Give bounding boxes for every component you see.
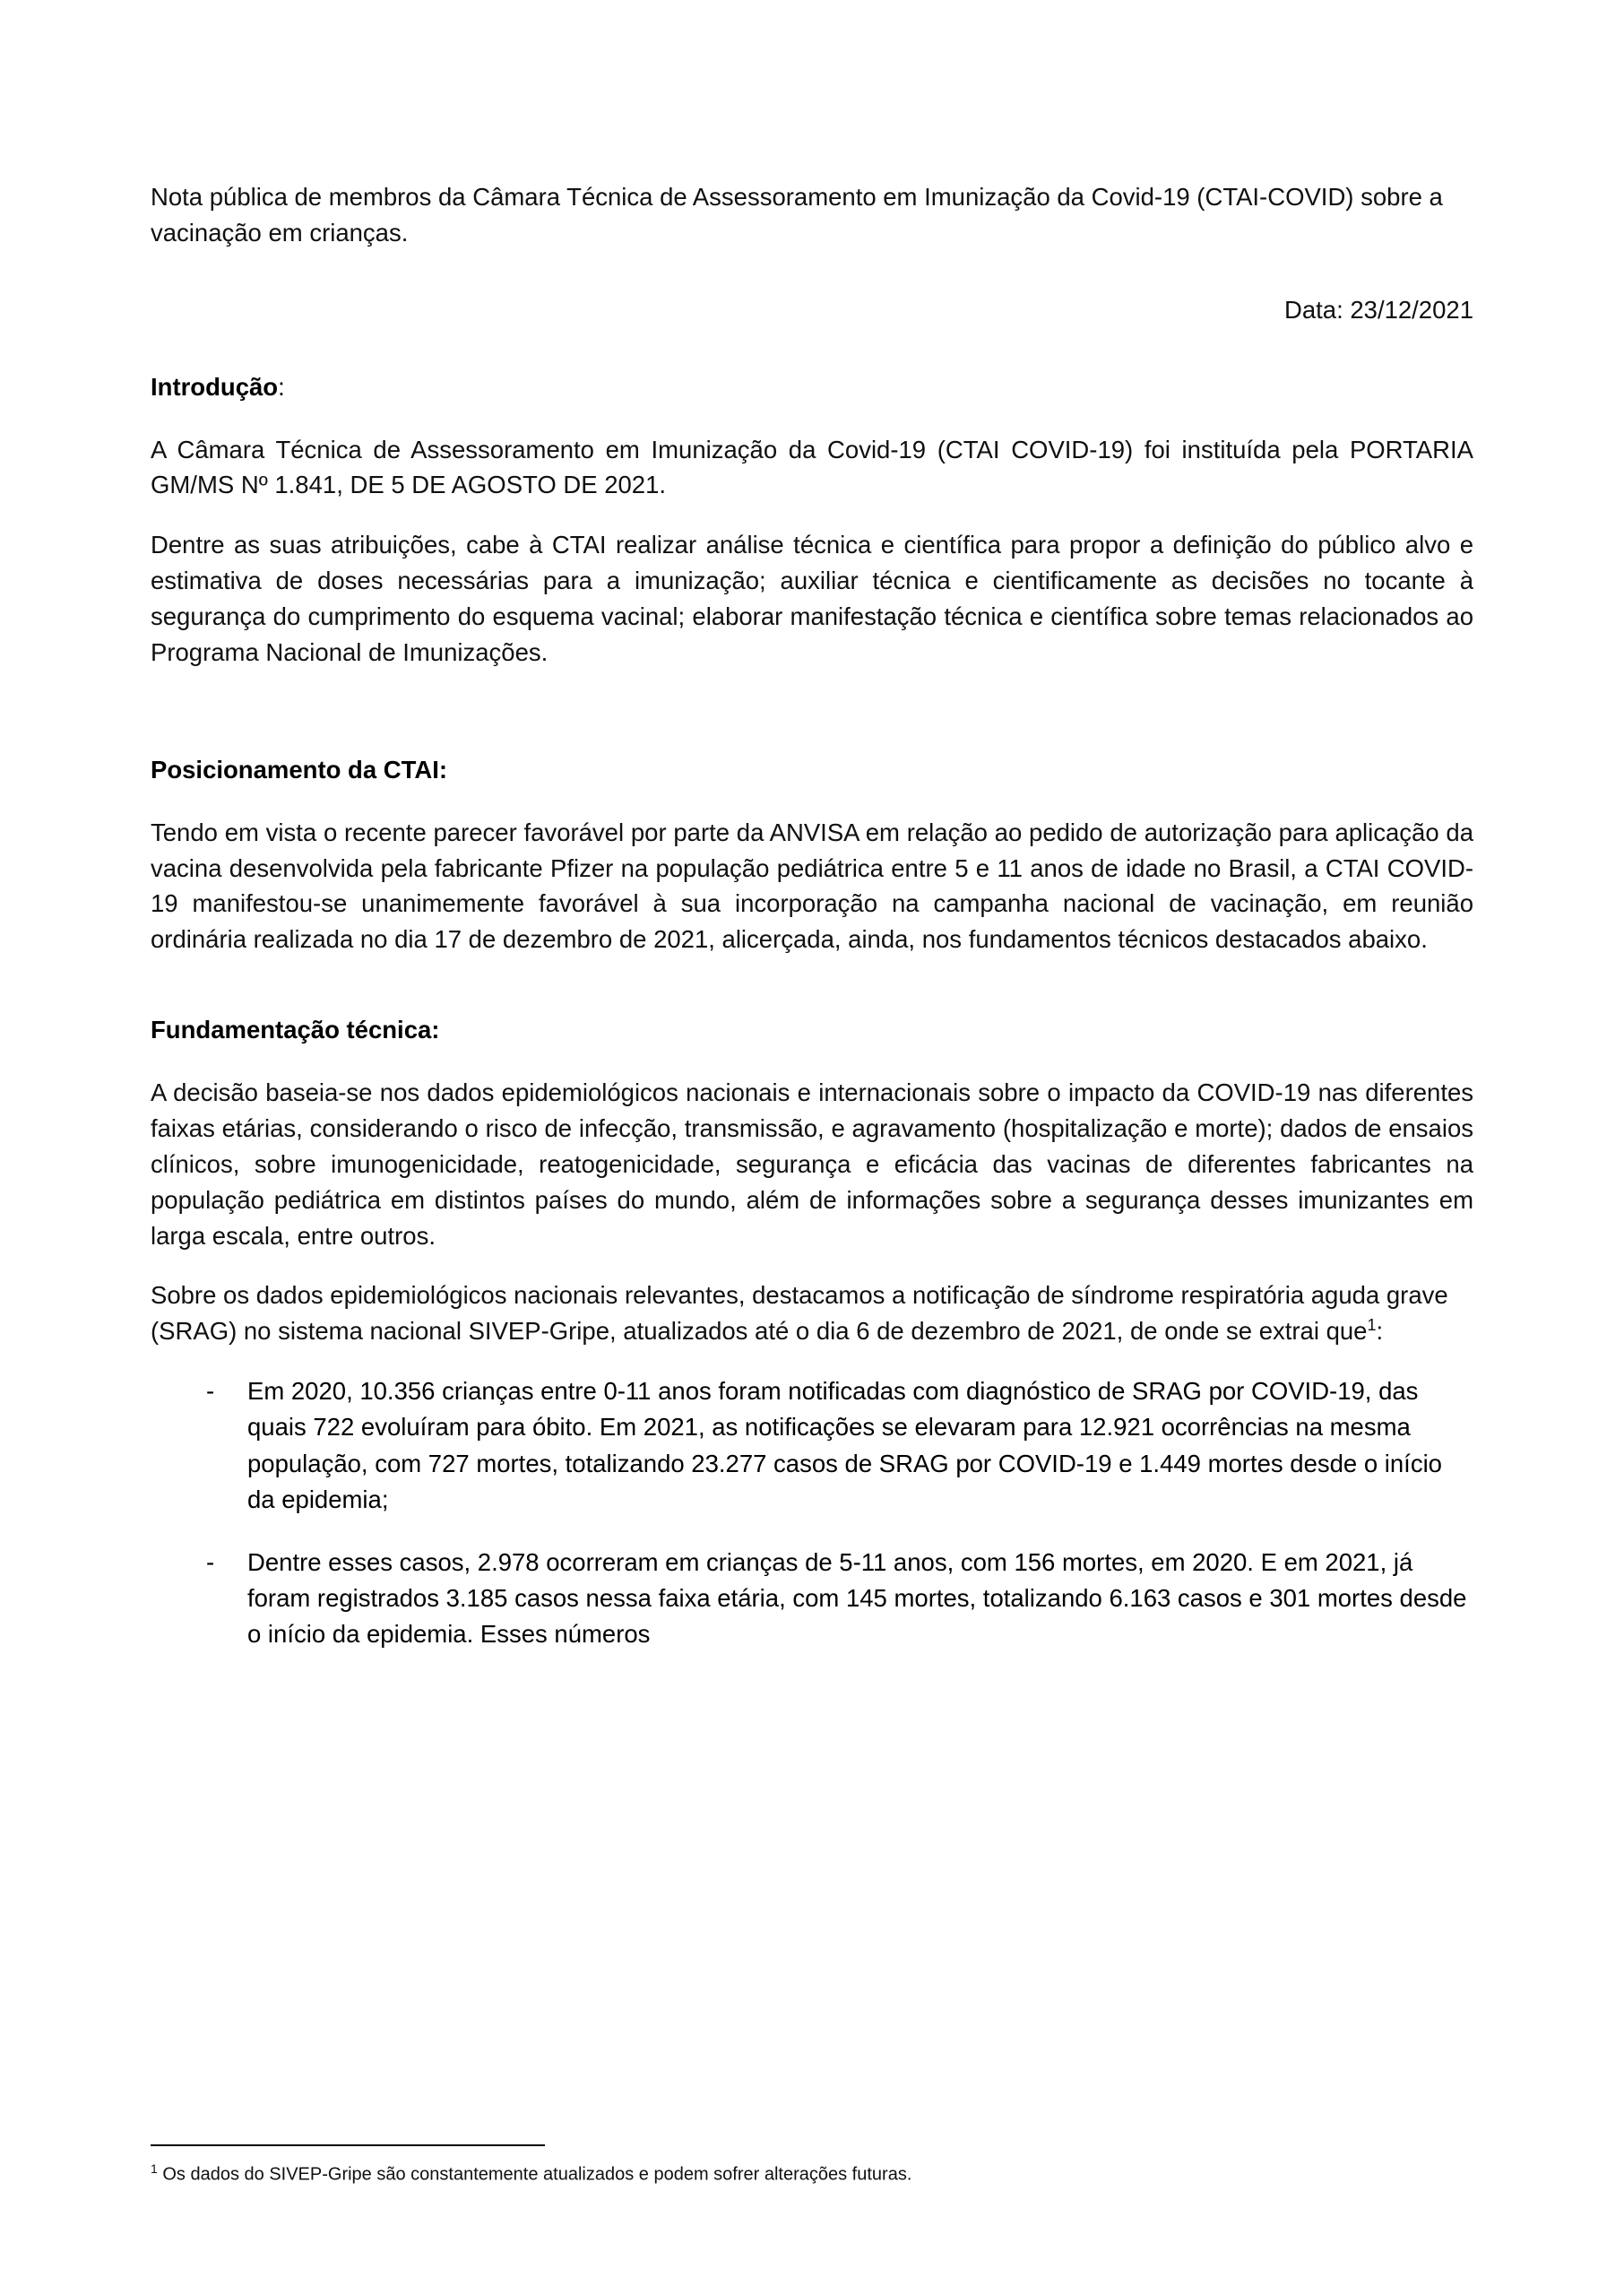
fundamentacao-paragraph-1: A decisão baseia-se nos dados epidemiológicos nacionais e internacionais sobre o impacto da COVID-19 nas diferentes faixas etárias, considerando o risco de infecção, transmissão, e agravamento (hospitalização e morte); dados de ensaios clínicos, sobre imunogenicidade, reatogenicidade, segurança e eficácia das vacinas de diferentes fabricantes na população pediátrica em distintos países do mundo, além de informações sobre a segurança desses imunizantes em larga escala, entre outros. bbox=[151, 1078, 1473, 1250]
intro-paragraph-2: Dentre as suas atribuições, cabe à CTAI realizar análise técnica e científica para propor a definição do público alvo e estimativa de doses necessárias para a imunização; auxiliar técnica e cientificamente as decisões no tocante à segurança do cumprimento do esquema vacinal; elaborar manifestação técnica e científica sobre temas relacionados ao Programa Nacional de Imunizações. bbox=[151, 531, 1473, 666]
footnote-reference-marker: 1 bbox=[1367, 1316, 1377, 1335]
footnote bbox=[151, 2161, 1473, 2187]
list-item-marker: - bbox=[206, 1547, 215, 1576]
footnote-text: Os dados do SIVEP-Gripe são constantemente atualizados e podem sofrer alterações futuras. bbox=[157, 2165, 912, 2185]
fundamentacao-paragraph-2-text: Sobre os dados epidemiológicos nacionais relevantes, destacamos a notificação de síndrome respiratória aguda grave (SRAG) no sistema nacional SIVEP-Gripe, atualizados até o dia 6 de dezembro de 2021, de onde se extrai que bbox=[151, 1281, 1448, 1346]
intro-heading-colon: : bbox=[278, 372, 285, 401]
document-date bbox=[151, 292, 1473, 328]
list-item bbox=[151, 1373, 1473, 1518]
section-heading-posicionamento: Posicionamento da CTAI: bbox=[151, 755, 448, 784]
list-item-text: Em 2020, 10.356 crianças entre 0-11 anos foram notificadas com diagnóstico de SRAG por COVID-19, das quais 722 evoluíram para óbito. Em 2021, as notificações se elevaram para 12.921 ocorrências na mesma população, com 727 mortes, totalizando 23.277 casos de SRAG por COVID-19 e 1.449 mortes desde o início da epidemia; bbox=[247, 1377, 1442, 1513]
posicionamento-paragraph-1: Tendo em vista o recente parecer favorável por parte da ANVISA em relação ao pedido de autorização para aplicação da vacina desenvolvida pela fabricante Pfizer na população pediátrica entre 5 e 11 anos de idade no Brasil, a CTAI COVID-19 manifestou-se unanimemente favorável à sua incorporação na campanha nacional de vacinação, em reunião ordinária realizada no dia 17 de dezembro de 2021, alicerçada, ainda, nos fundamentos técnicos destacados abaixo. bbox=[151, 818, 1473, 954]
footnote-separator bbox=[151, 2144, 545, 2146]
list-item-marker: - bbox=[206, 1377, 215, 1406]
bullet-list bbox=[151, 1373, 1473, 1652]
section-heading-fundamentacao: Fundamentação técnica: bbox=[151, 1016, 440, 1044]
document-title-block bbox=[151, 179, 1473, 251]
intro-heading-text: Introdução bbox=[151, 372, 279, 401]
footnote-number: 1 bbox=[151, 2161, 158, 2177]
fundamentacao-paragraph-2 bbox=[151, 1277, 1473, 1349]
date-text: Data: 23/12/2021 bbox=[1283, 295, 1473, 324]
page-title: Nota pública de membros da Câmara Técnica de Assessoramento em Imunização da Covid-19 (CTAI-COVID) sobre a vacinação em crianças. bbox=[151, 183, 1443, 247]
spacer-after-intro bbox=[151, 695, 1473, 752]
fundamentacao-paragraph-2-colon: : bbox=[1376, 1317, 1384, 1346]
list-item-text: Dentre esses casos, 2.978 ocorreram em crianças de 5-11 anos, com 156 mortes, em 2020. E em 2021, já foram registrados 3.185 casos nessa faixa etária, com 145 mortes, totalizando 6.163 casos e 301 mortes desde o início da epidemia. Esses números bbox=[247, 1547, 1467, 1649]
section-heading-introducao bbox=[151, 369, 1473, 405]
list-item bbox=[151, 1545, 1473, 1652]
footnote-area bbox=[151, 2144, 1473, 2187]
document-body bbox=[151, 179, 1473, 1652]
intro-paragraph-1: A Câmara Técnica de Assessoramento em Imunização da Covid-19 (CTAI COVID-19) foi instituída pela PORTARIA GM/MS Nº 1.841, DE 5 DE AGOSTO DE 2021. bbox=[151, 435, 1473, 499]
spacer-after-posicionamento bbox=[151, 982, 1473, 1012]
